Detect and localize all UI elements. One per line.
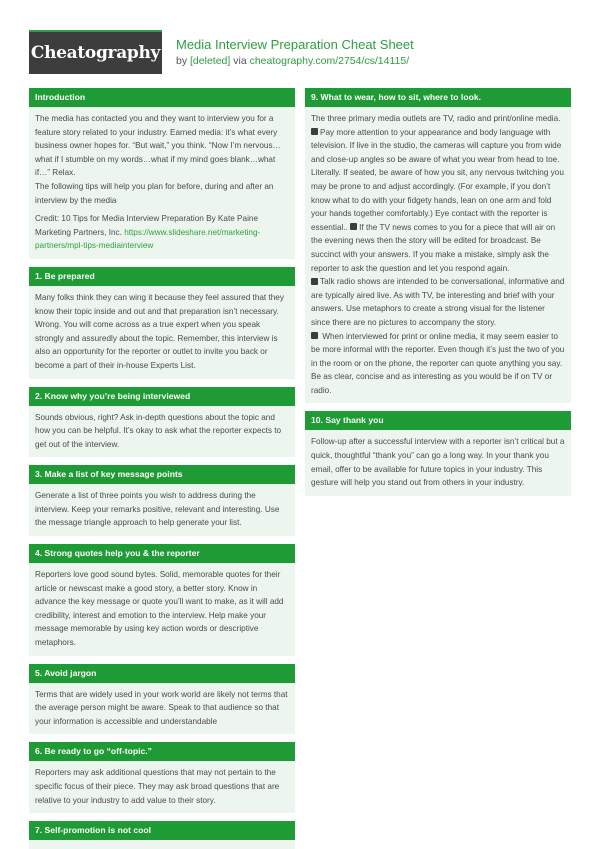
section-body bbox=[29, 406, 295, 458]
credit-text: Credit: 10 Tips for Media Interview Preparation By Kate Paine Marketing Partners, Inc. bbox=[35, 214, 258, 237]
title-block bbox=[176, 37, 414, 67]
section-heading: 5. Avoid jargon bbox=[29, 664, 295, 683]
author-link[interactable]: [deleted] bbox=[190, 55, 231, 67]
credit bbox=[35, 212, 289, 253]
right-column bbox=[305, 88, 571, 504]
square-bullet-icon bbox=[311, 278, 318, 285]
print-online-tip: When interviewed for print or online media, it may seem easier to be more informal with the reporter. Even though it’s just the two of you in the room or on the phone, the reporter can quote anything you say. Be as clear, concise and as interesting as you would be if on TV or radio. bbox=[311, 331, 565, 395]
section-heading: 1. Be prepared bbox=[29, 267, 295, 286]
section-text bbox=[311, 112, 565, 397]
section-heading: 10. Say thank you bbox=[305, 411, 571, 430]
section-text: Reporters may ask additional questions that may not pertain to the specific focus of their piece. They may ask broad questions that are relative to your industry to add value to their story. bbox=[35, 768, 280, 805]
outlets-intro: The three primary media outlets are TV, radio and print/online media. bbox=[311, 114, 561, 123]
intro-paragraph: The media has contacted you and they want to interview you for a feature story related to your industry. Earned media: it’s what every business owner hopes for. “But wait,” you think. “Now I’m nervous…what if I stumble on my words…what if my mind goes blank…what if…” Relax. bbox=[35, 114, 281, 178]
section-text: Generate a list of three points you wish to address during the interview. Keep your remarks positive, relevant and interesting. Use the message triangle approach to help generate your list. bbox=[35, 491, 280, 528]
section-text: Many folks think they can wing it because they feel assured that they know their topic inside and out and that preparation isn’t necessary. Wrong. You will come across as a true expert when you speak strongly and assuredly about the topic. Remember, this interview is also an opportunity for the reporter or outlet to invite you back or become a part of their in-house Experts List. bbox=[35, 292, 284, 370]
section-what-to-wear bbox=[305, 88, 571, 403]
square-bullet-icon bbox=[311, 332, 318, 339]
section-strong-quotes bbox=[29, 544, 295, 656]
section-body bbox=[29, 563, 295, 656]
radio-tip: Talk radio shows are intended to be conversational, informative and are typically aired live. As with TV, be interesting and brief with your answers. Use metaphors to create a strong visual for the listener since there are no pictures to accompany the story. bbox=[311, 277, 565, 327]
section-heading: 6. Be ready to go “off-topic.” bbox=[29, 742, 295, 761]
square-bullet-icon bbox=[350, 223, 357, 230]
byline-prefix: by bbox=[176, 55, 188, 67]
section-body bbox=[29, 683, 295, 735]
section-body bbox=[29, 286, 295, 379]
section-heading: 2. Know why you’re being interviewed bbox=[29, 387, 295, 406]
section-text bbox=[35, 112, 289, 207]
section-text: Follow-up after a successful interview with a reporter isn’t critical but a quick, thoughtful “thank you” can go a long way. In your thank you email, offer to be available for future topics in your industry. This gesture will help you stand out from others in your industry. bbox=[311, 437, 565, 488]
left-column bbox=[29, 88, 295, 849]
section-body bbox=[305, 430, 571, 495]
byline-via: via bbox=[233, 55, 247, 67]
sheet-url-link[interactable]: cheatography.com/2754/cs/14115/ bbox=[249, 55, 410, 67]
tv-news-tip: If the TV news comes to you for a piece that will air on the evening news then the story will be edited for broadcast. Be succinct with your answers. If you make a mistake, simply ask the reporter to ask the question and let you respond again. bbox=[311, 222, 556, 273]
section-body bbox=[29, 107, 295, 259]
section-body bbox=[29, 840, 295, 849]
square-bullet-icon bbox=[311, 128, 318, 135]
section-body bbox=[305, 107, 571, 403]
section-heading: 9. What to wear, how to sit, where to look. bbox=[305, 88, 571, 107]
section-text: Sounds obvious, right? Ask in-depth questions about the topic and how you can be helpful. It’s okay to ask what the reporter expects to get out of the interview. bbox=[35, 412, 282, 449]
section-text: Terms that are widely used in your work world are likely not terms that the average person might be aware. Speak to that audience so that your information is accessible and understandable bbox=[35, 689, 288, 726]
section-heading: 4. Strong quotes help you & the reporter bbox=[29, 544, 295, 563]
byline bbox=[176, 55, 414, 67]
cheatography-logo[interactable]: Cheatography bbox=[29, 30, 162, 74]
section-key-messages bbox=[29, 465, 295, 536]
section-heading: 7. Self-promotion is not cool bbox=[29, 821, 295, 840]
section-avoid-jargon bbox=[29, 664, 295, 735]
section-be-prepared bbox=[29, 267, 295, 379]
section-text: Reporters love good sound bytes. Solid, memorable quotes for their article or newscast make a good story, a better story. Know in advance the key message or quote you’ll want to make, as it will add credibility, interest and emotion to the interview. Help make your message memorable by using key action words or descriptive metaphors. bbox=[35, 570, 284, 648]
section-introduction bbox=[29, 88, 295, 259]
section-body bbox=[29, 761, 295, 813]
credit-link[interactable]: https://www.slideshare.net/marketing-partners/mpl-tips-mediainterview bbox=[35, 227, 261, 251]
section-self-promotion bbox=[29, 821, 295, 849]
section-body bbox=[29, 484, 295, 536]
section-say-thank-you bbox=[305, 411, 571, 495]
page-title: Media Interview Preparation Cheat Sheet bbox=[176, 37, 414, 52]
section-heading: Introduction bbox=[29, 88, 295, 107]
tv-appearance-tip: Pay more attention to your appearance and body language with television. If live in the studio, the cameras will capture you from wide and close-up angles so be aware of what you wear from head to toe. Literally. If seated, be aware of how you sit, any nervous twitching you may be prone to and adjust accordingly. (For example, if you don’t know what to do with your fidgety hands, lean on one arm and fold your hands together comfortably.) Eye contact with the reporter is essential.. bbox=[311, 127, 564, 232]
section-know-why bbox=[29, 387, 295, 458]
intro-paragraph-2: The following tips will help you plan for before, during and after an interview by the media bbox=[35, 181, 274, 205]
section-off-topic bbox=[29, 742, 295, 813]
section-heading: 3. Make a list of key message points bbox=[29, 465, 295, 484]
